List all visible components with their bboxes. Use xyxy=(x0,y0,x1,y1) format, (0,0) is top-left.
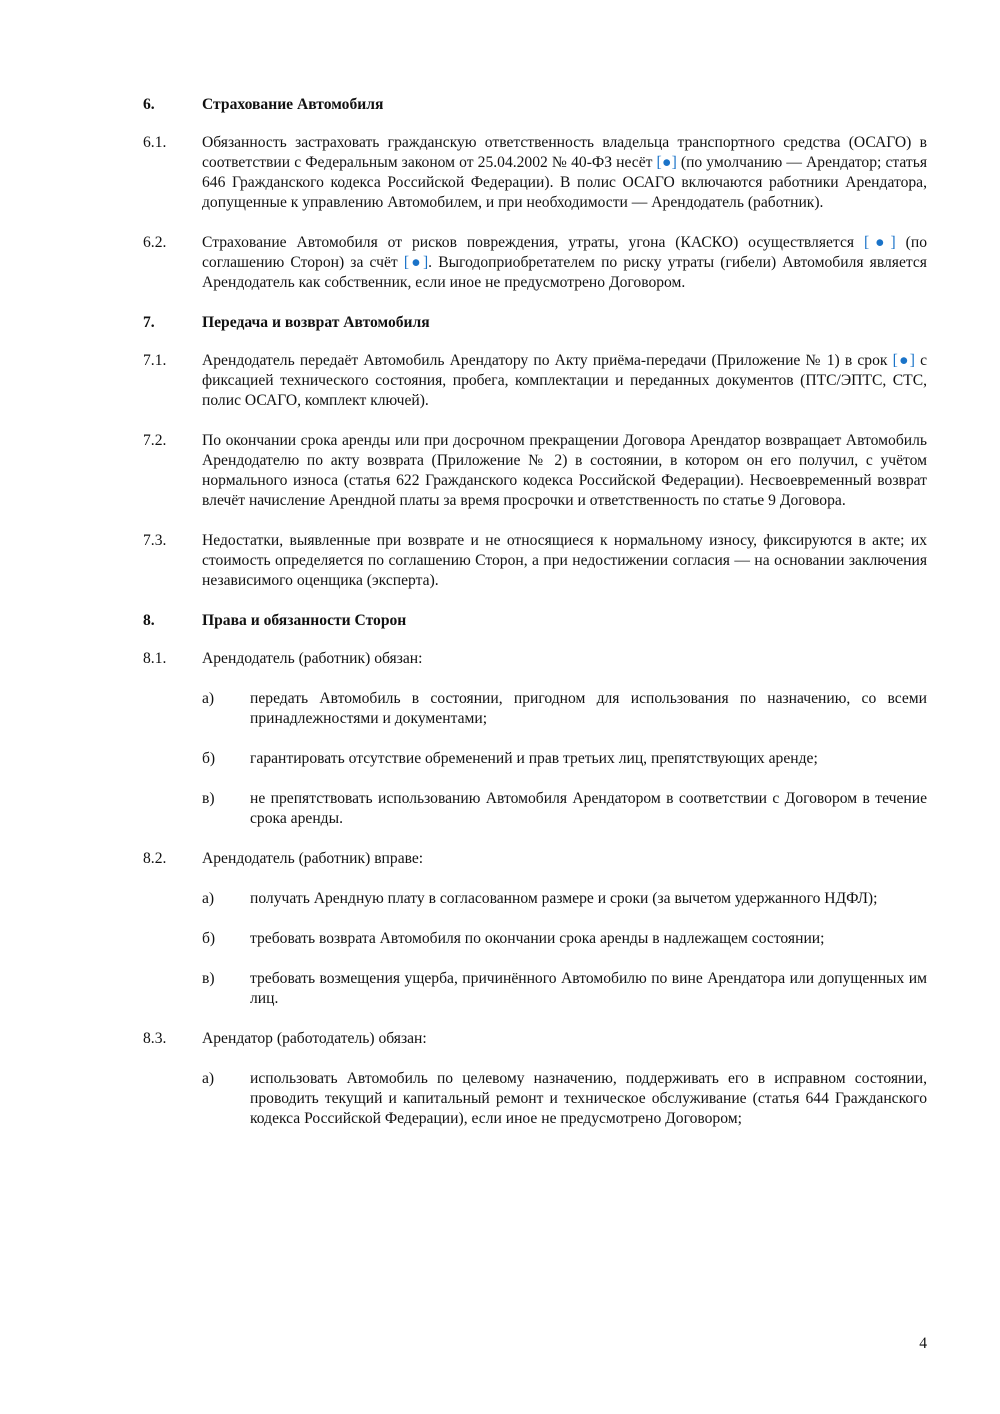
section-number: 6. xyxy=(143,96,155,113)
clause-number: 7.1. xyxy=(143,352,167,369)
clause-8-3 xyxy=(143,1029,927,1049)
clause-8-2 xyxy=(143,849,927,869)
list-item xyxy=(202,1069,927,1129)
clause-text: По окончании срока аренды или при досрочном прекращении Договора Арендатор возвращает Автомобиль Арендодателю по акту возврата (Приложение № 2) в состоянии, в котором он его получил, с учётом нормального износа (статья 622 Гражданского кодекса Российской Федерации). Несвоевременный возврат влечёт начисление Арендной платы за время просрочки и ответственность по статье 9 Договора. xyxy=(202,432,927,509)
clause-text: Арендодатель (работник) вправе: xyxy=(202,850,424,867)
list-item xyxy=(202,789,927,829)
clause-7-3 xyxy=(143,531,927,591)
list-item-letter: а) xyxy=(202,1070,215,1087)
section-number: 8. xyxy=(143,612,155,629)
clause-text-part: Обязанность застраховать гражданскую ответственность владельца транспортного средства (ОСАГО) в соответствии с Федеральным законом от 25.04.2002 № 40-ФЗ несёт xyxy=(202,134,927,171)
clause-8-1 xyxy=(143,649,927,669)
clause-number: 6.2. xyxy=(143,234,167,251)
clause-text-part: Страхование Автомобиля от рисков повреждения, утраты, угона (КАСКО) осуществляется xyxy=(202,234,855,251)
list-item-text: получать Арендную плату в согласованном размере и сроки (за вычетом удержанного НДФЛ); xyxy=(250,890,878,907)
clause-text-part: Арендодатель передаёт Автомобиль Арендатору по Акту приёма-передачи (Приложение № 1) в срок xyxy=(202,352,888,369)
page-number: 4 xyxy=(919,1335,927,1352)
clause-text-part: с фиксацией технического состояния, пробега, комплектации и переданных документов (ПТС/ЭПТС, СТС, полис ОСАГО, комплект ключей). xyxy=(202,352,928,409)
clause-number: 8.3. xyxy=(143,1030,167,1047)
list-item xyxy=(202,929,927,949)
clause-text-part: (по соглашению Сторон) за счёт xyxy=(202,234,927,271)
list-item-text: гарантировать отсутствие обременений и прав третьих лиц, препятствующих аренде; xyxy=(250,750,818,767)
list-item xyxy=(202,969,927,1009)
clause-6-1 xyxy=(143,133,927,213)
list-item-letter: а) xyxy=(202,890,215,907)
section-title: Страхование Автомобиля xyxy=(202,96,384,113)
list-item-letter: б) xyxy=(202,930,216,947)
clause-text: Арендатор (работодатель) обязан: xyxy=(202,1030,427,1047)
section-title: Права и обязанности Сторон xyxy=(202,612,407,629)
placeholder-marker[interactable]: [●] xyxy=(863,234,896,251)
list-item-letter: в) xyxy=(202,970,215,987)
clause-text-part: . Выгодоприобретателем по риску утраты (гибели) Автомобиля является Арендодатель как собственник, если иное не предусмотрено Договором. xyxy=(202,254,927,291)
clause-7-1 xyxy=(143,351,927,411)
clause-number: 6.1. xyxy=(143,134,167,151)
list-item-letter: в) xyxy=(202,790,215,807)
clause-7-2 xyxy=(143,431,927,511)
section-heading-7 xyxy=(143,313,927,333)
clause-text xyxy=(202,133,927,213)
section-heading-8 xyxy=(143,611,927,631)
section-number: 7. xyxy=(143,314,155,331)
list-item-text: передать Автомобиль в состоянии, пригодном для использования по назначению, со всеми принадлежностями и документами; xyxy=(250,690,927,727)
clause-number: 7.3. xyxy=(143,532,167,549)
list-item xyxy=(202,889,927,909)
list-item-letter: б) xyxy=(202,750,216,767)
section-title: Передача и возврат Автомобиля xyxy=(202,314,430,331)
clause-6-2 xyxy=(143,233,927,293)
placeholder-marker[interactable]: [●] xyxy=(403,254,429,271)
clause-text xyxy=(202,233,927,293)
clause-number: 8.1. xyxy=(143,650,167,667)
list-item xyxy=(202,689,927,729)
clause-text xyxy=(202,351,927,411)
placeholder-marker[interactable]: [●] xyxy=(892,352,915,369)
list-item-text: требовать возврата Автомобиля по окончании срока аренды в надлежащем состоянии; xyxy=(250,930,825,947)
clause-text: Арендодатель (работник) обязан: xyxy=(202,650,423,667)
section-heading-6 xyxy=(143,95,927,115)
clause-number: 8.2. xyxy=(143,850,167,867)
clause-text-part: (по умолчанию — Арендатор; статья 646 Гражданского кодекса Российской Федерации). В полис ОСАГО включаются работники Арендатора, допущенные к управлению Автомобилем, и при необходимости — Арендодатель (работник). xyxy=(202,154,927,211)
list-item-text: не препятствовать использованию Автомобиля Арендатором в соответствии с Договором в течение срока аренды. xyxy=(250,790,927,827)
document-page xyxy=(143,95,927,1149)
list-item xyxy=(202,749,927,769)
list-item-text: использовать Автомобиль по целевому назначению, поддерживать его в исправном состоянии, проводить текущий и капитальный ремонт и техническое обслуживание (статья 644 Гражданского кодекса Российской Федерации), если иное не предусмотрено Договором; xyxy=(250,1070,927,1127)
clause-number: 7.2. xyxy=(143,432,167,449)
list-item-text: требовать возмещения ущерба, причинённого Автомобилю по вине Арендатора или допущенных им лиц. xyxy=(250,970,927,1007)
clause-text: Недостатки, выявленные при возврате и не относящиеся к нормальному износу, фиксируются в акте; их стоимость определяется по соглашению Сторон, а при недостижении согласия — на основании заключения независимого оценщика (эксперта). xyxy=(202,532,927,589)
list-item-letter: а) xyxy=(202,690,215,707)
placeholder-marker[interactable]: [●] xyxy=(656,154,677,171)
